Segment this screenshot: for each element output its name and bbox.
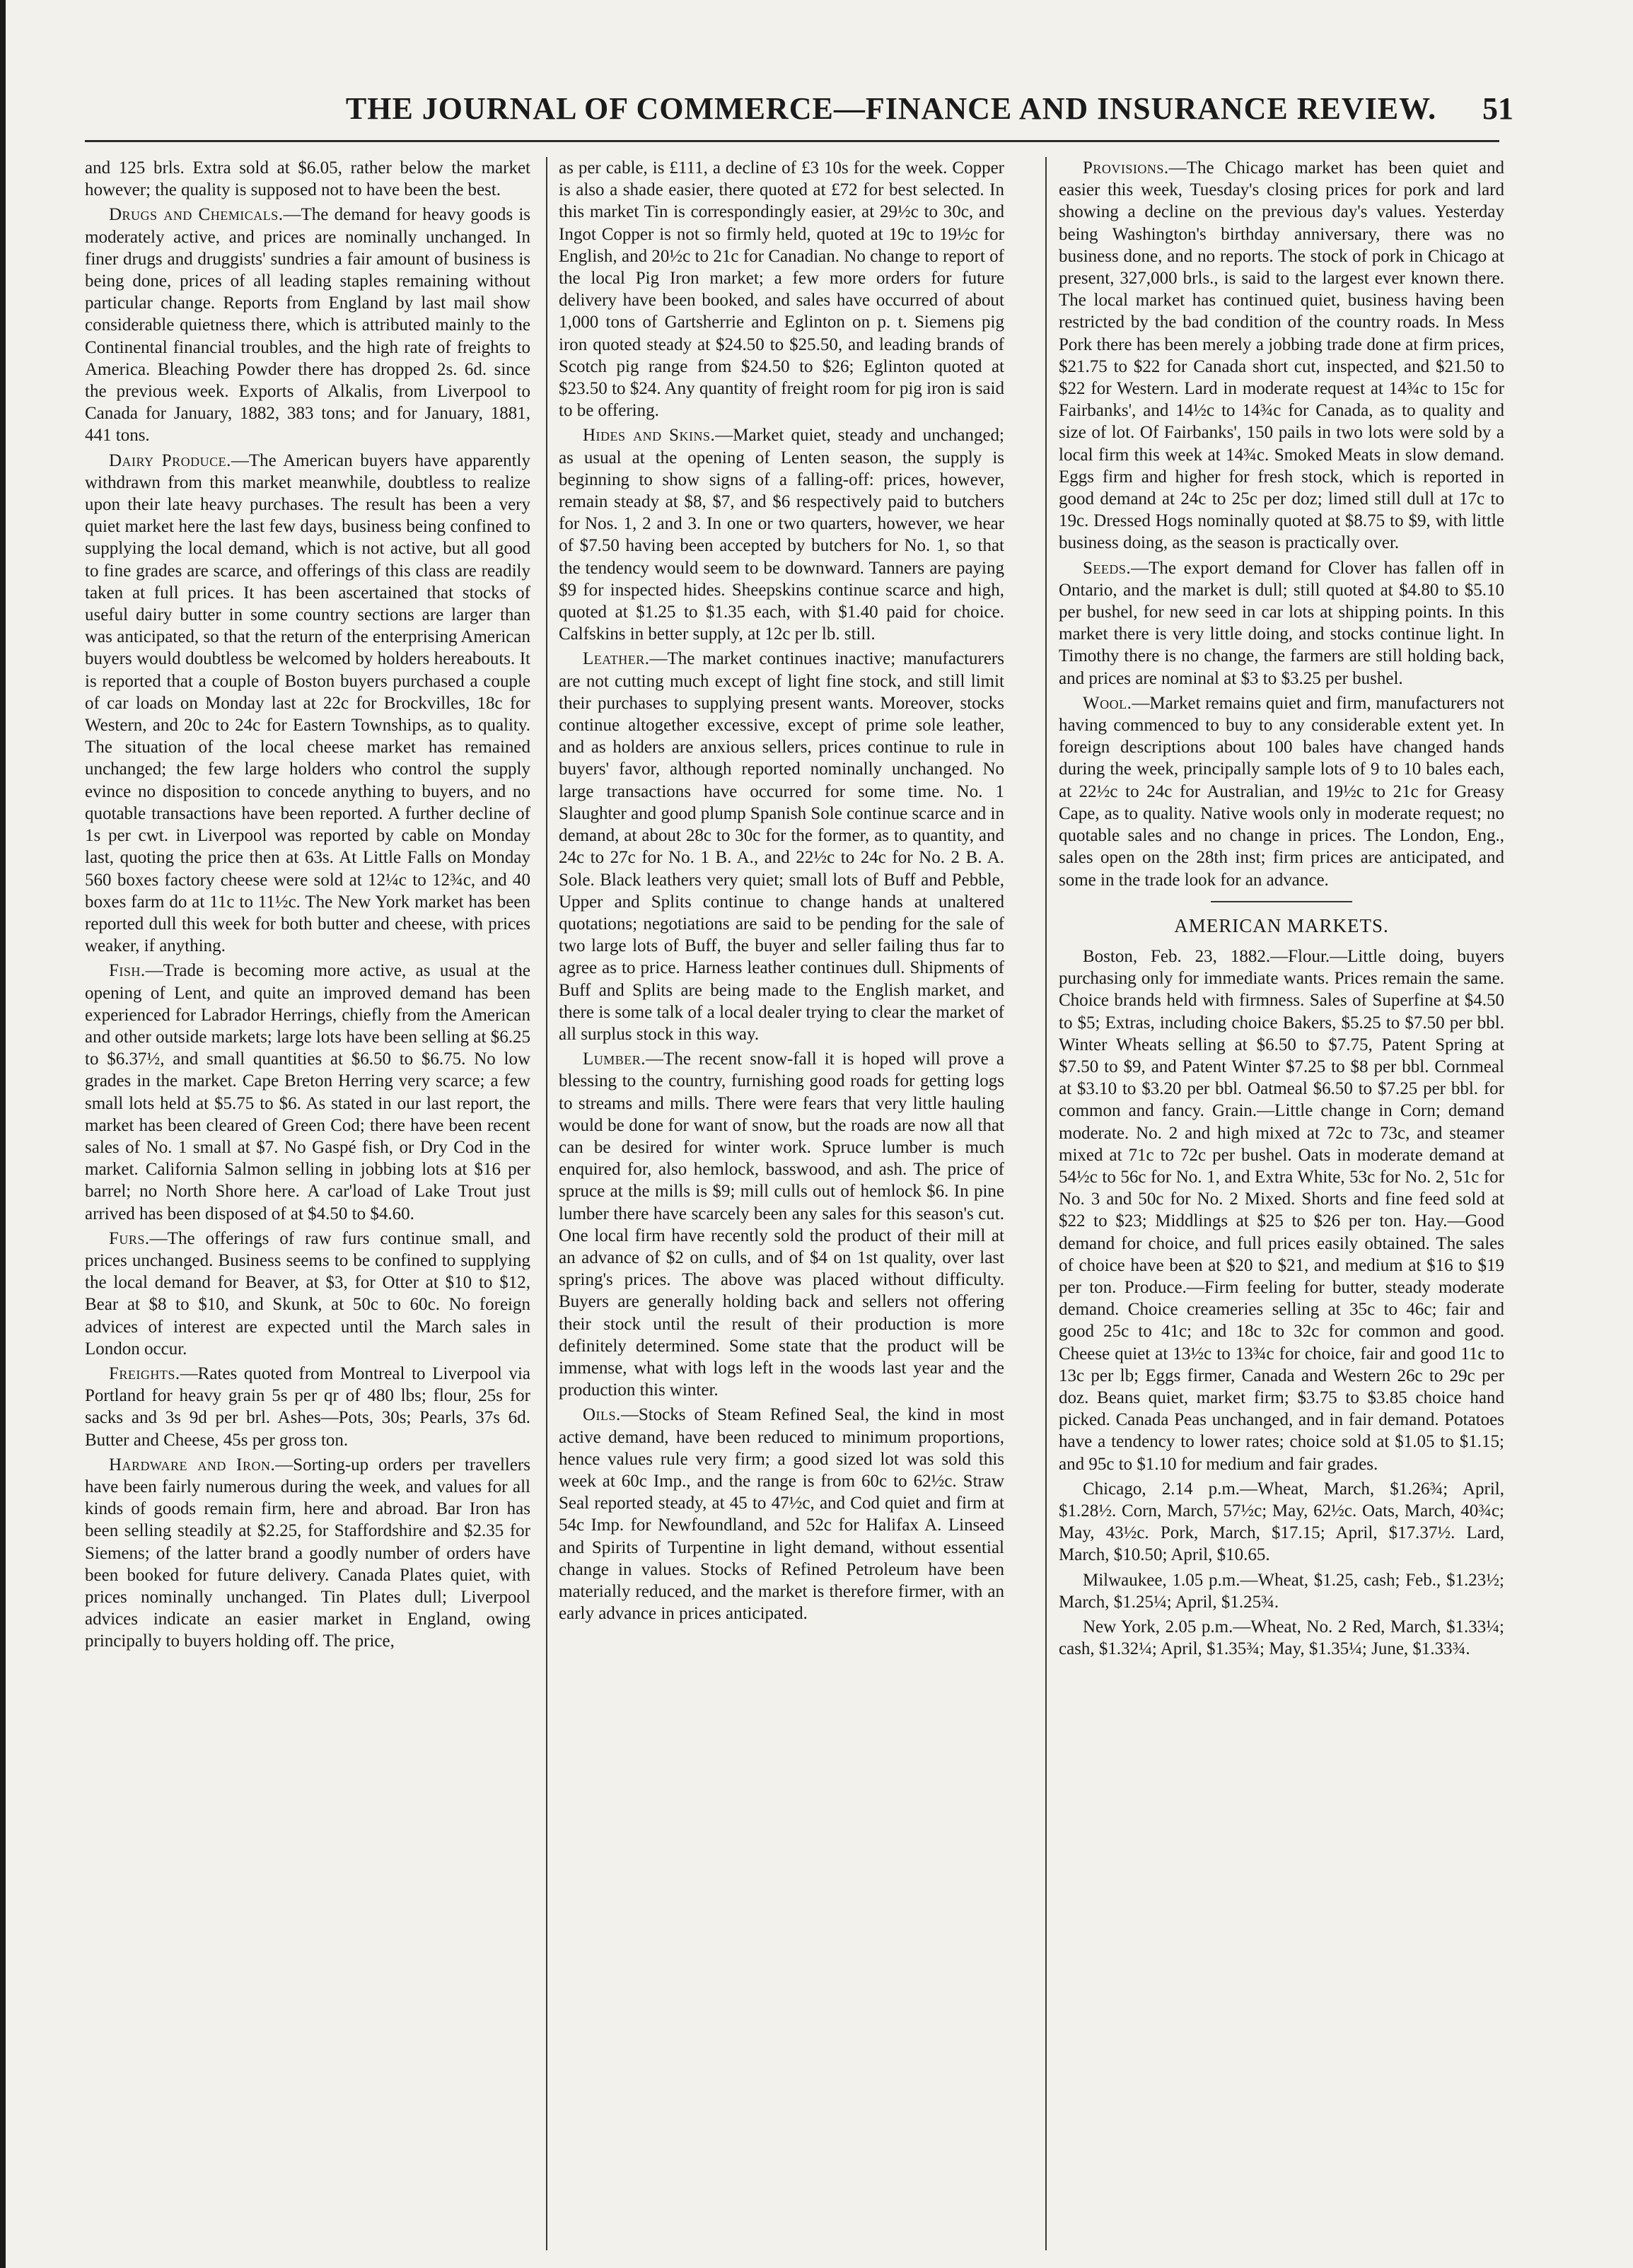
iron-continuation: as per cable, is £111, a decline of £3 10s for the week. Copper is also a shade easier, there quoted at £72 for best selected. In this market Tin is correspondingly easier, at 29½c to 30c, and Ingot Copper is not so firmly held, quoted at 19c to 19½c for English, and 20½c to 21c for Canadian. No change to report of the local Pig Iron market; a few more orders for future delivery have been booked, and sales have occurred of about 1,000 tons of Gartsherrie and Eglinton on p. t. Siemens pig iron quoted steady at $24.50 to $25.50, and leading brands of Scotch pig range from $24.50 to $26; Eglinton quoted at $23.50 to $24. Any quantity of freight room for pig iron is said to be offering.	[559, 158, 1004, 421]
wool-text: —Market remains quiet and firm, manufacturers not having commenced to buy to any considerable extent yet. In foreign descriptions about 100 bales have changed hands during the week, principally sample lots of 9 to 10 bales each, at 22½c to 24c for Australian, and 19½c to 21c for Greasy Cape, as to quality. Native wools only in moderate request; no quotable sales and no change in prices. The London, Eng., sales open on the 28th inst; firm prices are anticipated, and some in the trade look for an advance.	[1059, 693, 1504, 890]
wool-section	[1059, 692, 1504, 891]
freights-heading: Freights.	[109, 1363, 180, 1383]
oils-section	[559, 1404, 1004, 1624]
leather-text: —The market continues inactive; manufacturers are not cutting much except of light fine stock, and still limit their purchases to supplying present wants. Moreover, stocks continue altogether excessive, except of prime sole leather, and as holders are anxious sellers, prices continue to rule in buyers' favor, although reported nominally unchanged. No large transactions have occurred for some time. No. 1 Slaughter and good plump Spanish Sole continue scarce and in demand, at about 28c to 30c for the former, as to quantity, and 24c to 27c for No. 1 B. A., and 22½c to 24c for No. 2 B. A. Sole. Black leathers very quiet; small lots of Buff and Pebble, Upper and Splits continue to change hands at unaltered quotations; negotiations are said to be pending for the sale of two large lots of Buff, the buyer and seller failing thus far to agree as to price. Harness leather continues dull. Shipments of Buff and Splits are being made to the English market, and there is some talk of a local dealer trying to clear the market of all surplus stock in this way.	[559, 649, 1004, 1044]
section-rule	[1211, 901, 1352, 902]
page-header	[311, 91, 1513, 140]
hides-text: —Market quiet, steady and unchanged; as usual at the opening of Lenten season, the supply is beginning to show signs of a falling-off: prices, however, remain steady at $8, $7, and $6 respectively paid to butchers for Nos. 1, 2 and 3. In one or two quarters, however, we hear of $7.50 having been accepted by butchers for No. 1, so that the tendency would seem to be downward. Tanners are paying $9 for inspected hides. Sheepskins continue scarce and high, quoted at $1.25 to $1.35 each, with $1.40 paid for choice. Calfskins in better supply, at 12c per lb. still.	[559, 426, 1004, 644]
page-edge-shadow	[0, 0, 6, 2268]
freights-text: —Rates quoted from Montreal to Liverpool via Portland for heavy grain 5s per qr of 480 lbs; flour, 25s for sacks and 3s 9d per brl. Ashes—Pots, 30s; Pearls, 37s 6d. Butter and Cheese, 45s per gross ton.	[85, 1363, 530, 1450]
leather-section	[559, 648, 1004, 1045]
lumber-section	[559, 1048, 1004, 1401]
seeds-section	[1059, 557, 1504, 690]
journal-title: THE JOURNAL OF COMMERCE—FINANCE AND INSURANCE REVIEW.	[345, 91, 1437, 126]
furs-section	[85, 1228, 530, 1360]
hardware-heading: Hardware and Iron.	[109, 1455, 276, 1475]
furs-heading: Furs.	[109, 1228, 150, 1248]
fish-text: —Trade is becoming more active, as usual at the opening of Lent, and quite an improved demand has been experienced for Labrador Herrings, chiefly from the American and other outside markets; large lots have been selling at $6.25 to $6.37½, and small quantities at $6.50 to $6.75. No low grades in the market. Cape Breton Herring very scarce; a few small lots held at $5.75 to $6. As stated in our last report, the market has been cleared of Green Cod; there have been recent sales of No. 1 small at $7. No Gaspé fish, or Dry Cod in the market. California Salmon selling in jobbing lots at $16 per barrel; no North Shore here. A car'load of Lake Trout just arrived has been disposed of at $4.50 to $4.60.	[85, 961, 530, 1223]
hardware-section	[85, 1454, 530, 1653]
drugs-heading: Drugs and Chemicals.	[109, 205, 284, 225]
flour-continuation: and 125 brls. Extra sold at $6.05, rather below the market however; the quality is supposed not to have been the best.	[85, 158, 530, 200]
seeds-heading: Seeds.	[1083, 558, 1132, 578]
seeds-text: —The export demand for Clover has fallen off in Ontario, and the market is dull; still quoted at $4.80 to $5.10 per bushel, for new seed in car lots at shipping points. In this market there is very little doing, and stocks continue light. In Timothy there is no change, the farmers are still holding back, and prices are nominal at $3 to $3.25 per bushel.	[1059, 558, 1504, 688]
column-divider-2	[1045, 157, 1047, 2250]
column-2	[559, 157, 1004, 1627]
provisions-text: —The Chicago market has been quiet and easier this week, Tuesday's closing prices for pork and lard showing a decline on the previous day's values. Yesterday being Washington's birthday anniversary, there was no business done, and no reports. The stock of pork in Chicago at present, 327,000 brls., is said to the largest ever known there. The local market has continued quiet, business having been restricted by the bad condition of the country roads. In Mess Pork there has been merely a jobbing trade done at firm prices, $21.75 to $22 for Canada short cut, inspected, and $21.50 to $22 for Western. Lard in moderate request at 14¾c to 15c for Fairbanks', and 14½c to 14¾c for Canada, as to quality and size of lot. Of Fairbanks', 150 pails in two lots were sold by a local firm this week at 14¾c. Smoked Meats in slow demand. Eggs firm and higher for fresh stock, which is reported in good demand at 24c to 25c per doz; limed still dull at 17c to 19c. Dressed Hogs nominally quoted at $8.75 to $9, with little business doing, as the season is practically over.	[1059, 158, 1504, 553]
lumber-text: —The recent snow-fall it is hoped will prove a blessing to the country, furnishing good roads for getting logs to streams and mills. There were fears that very little hauling would be done for want of snow, but the roads are now all that can be desired for winter work. Spruce lumber is much enquired for, also hemlock, basswood, and ash. The price of spruce at the mills is $9; mill culls out of hemlock $6. In pine lumber there have scarcely been any sales for this season's cut. One local firm have recently sold the product of their mill at an advance of $2 on culls, and of $4 on 1st quality, over last spring's prices. The above was placed without difficulty. Buyers are generally holding back and sellers not offering their stock until the result of their production is more definitely determined. Some state that the product will be immense, what with logs left in the woods last year and the production this winter.	[559, 1049, 1004, 1400]
dairy-section	[85, 450, 530, 958]
column-1	[85, 157, 530, 1656]
drugs-text: —The demand for heavy goods is moderately active, and prices are nominally unchanged. In finer drugs and druggists' sundries a fair amount of business is being done, prices of all leading staples remaining without particular change. Reports from England by last mail show considerable quietness there, which is attributed mainly to the Continental financial troubles, and the high rate of freights to America. Bleaching Powder there has dropped 2s. 6d. since the previous week. Exports of Alkalis, from Liverpool to Canada for January, 1882, 383 tons; and for January, 1881, 441 tons.	[85, 205, 530, 446]
header-rule	[85, 140, 1499, 142]
column-divider-1	[546, 157, 547, 2250]
hides-heading: Hides and Skins.	[583, 426, 716, 446]
drugs-section	[85, 204, 530, 446]
newyork-report: New York, 2.05 p.m.—Wheat, No. 2 Red, March, $1.33¼; cash, $1.32¼; April, $1.35¾; May, $1.35¼; June, $1.33¾.	[1059, 1617, 1504, 1659]
dairy-text: —The American buyers have apparently withdrawn from this market meanwhile, doubtless to realize upon their late heavy purchases. The result has been a very quiet market here the last few days, business being confined to supplying the local demand, which is not active, but all good to fine grades are scarce, and offerings of this class are readily taken at full prices. It has been ascertained that stocks of useful dairy butter in some country sections are larger than was anticipated, so that the return of the enterprising American buyers would doubtless be welcomed by holders hereabouts. It is reported that a couple of Boston buyers purchased a couple of car loads on Monday last at 22c for Brockvilles, 18c for Western, and 20c to 24c for Eastern Townships, as to quality. The situation of the local cheese market has remained unchanged; the few large holders who control the supply evince no disposition to concede anything to buyers, and no quotable transactions have been reported. A further decline of 1s per cwt. in Liverpool was reported by cable on Monday last, quoting the price then at 63s. At Little Falls on Monday 560 boxes factory cheese were sold at 12¼c to 12¾c, and 40 boxes farm do at 11c to 11½c. The New York market has been reported dull this week for both butter and cheese, with prices weaker, if anything.	[85, 450, 531, 956]
provisions-section	[1059, 157, 1504, 554]
column-3	[1059, 157, 1504, 1663]
milwaukee-report: Milwaukee, 1.05 p.m.—Wheat, $1.25, cash; Feb., $1.23½; March, $1.25¼; April, $1.25¾.	[1059, 1570, 1504, 1612]
wool-heading: Wool.	[1083, 693, 1132, 713]
boston-report: Boston, Feb. 23, 1882.—Flour.—Little doing, buyers purchasing only for immediate wants. Prices remain the same. Choice brands held with firmness. Sales of Superfine at $4.50 to $5; Extras, including choice Bakers, $5.25 to $7.50 per bbl. Winter Wheats selling at $6.50 to $7.75, Patent Spring at $7.50 to $9, and Patent Winter $7.25 to $8 per bbl. Cornmeal at $3.10 to $3.20 per bbl. Oatmeal $6.50 to $7.25 per bbl. for common and fancy. Grain.—Little change in Corn; demand moderate. No. 2 and high mixed at 72c to 73c, and steamer mixed at 71c to 72c per bushel. Oats in moderate demand at 54½c to 56c for No. 1, and Extra White, 53c for No. 2, 51c for No. 3 and 50c for No. 2 Mixed. Shorts and fine feed sold at $22 to $23; Middlings at $25 to $26 per ton. Hay.—Good demand for choice, and full prices easily obtained. The sales of choice have been at $20 to $21, and medium at $16 to $19 per ton. Produce.—Firm feeling for butter, steady moderate demand. Choice creameries selling at 35c to 46c; fair and good 25c to 41c; and 18c to 32c for common and good. Cheese quiet at 13½c to 13¾c for choice, fair and good 11c to 13c per lb; Eggs firmer, Canada and Western 26c to 29c per doz. Beans quiet, market firm; $3.75 to $3.85 choice hand picked. Canada Peas unchanged, and in fair demand. Potatoes have a tendency to lower rates; choice sold at $1.05 to $1.15; and 95c to $1.10 for medium and fair grades.	[1059, 946, 1504, 1474]
chicago-report: Chicago, 2.14 p.m.—Wheat, March, $1.26¾; April, $1.28½. Corn, March, 57½c; May, 62½c. Oats, March, 40¾c; May, 43½c. Pork, March, $17.15; April, $17.37½. Lard, March, $10.50; April, $10.65.	[1059, 1479, 1504, 1565]
furs-text: —The offerings of raw furs continue small, and prices unchanged. Business seems to be confined to supplying the local demand for Beaver, at $3, for Otter at $10 to $12, Bear at $8 to $10, and Skunk, at 50c to 60c. No foreign advices of interest are expected until the March sales in London occur.	[85, 1228, 530, 1359]
fish-section	[85, 960, 530, 1224]
hides-section	[559, 424, 1004, 645]
hardware-text: —Sorting-up orders per travellers have been fairly numerous during the week, and values for all kinds of goods remain firm, here and abroad. Bar Iron has been selling steadily at $2.25, for Staffordshire and $2.35 for Siemens; of the latter brand a goodly number of orders have been booked for future delivery. Canada Plates quiet, with prices nominally unchanged. Tin Plates dull; Liverpool advices indicate an easier market in England, owing principally to buyers holding off. The price,	[85, 1455, 530, 1651]
american-markets-heading: AMERICAN MARKETS.	[1174, 914, 1389, 936]
leather-heading: Leather.	[583, 649, 650, 669]
page-number: 51	[1482, 91, 1513, 126]
oils-text: —Stocks of Steam Refined Seal, the kind in most active demand, have been reduced to minimum proportions, hence values rule very firm; a good sized lot was sold this week at 60c Imp., and the range is from 60c to 62½c. Straw Seal reported steady, at 45 to 47½c, and Cod quiet and firm at 54c Imp. for Newfoundland, and 52c for Halifax A. Linseed and Spirits of Turpentine in light demand, without essential change in values. Stocks of Refined Petroleum have been materially reduced, and the market is therefore firmer, with an early advance in prices anticipated.	[559, 1405, 1004, 1624]
provisions-heading: Provisions.	[1083, 158, 1169, 178]
lumber-heading: Lumber.	[583, 1049, 646, 1069]
oils-heading: Oils.	[583, 1405, 621, 1425]
dairy-heading: Dairy Produce.	[109, 450, 231, 470]
fish-heading: Fish.	[109, 961, 146, 981]
freights-section	[85, 1363, 530, 1451]
